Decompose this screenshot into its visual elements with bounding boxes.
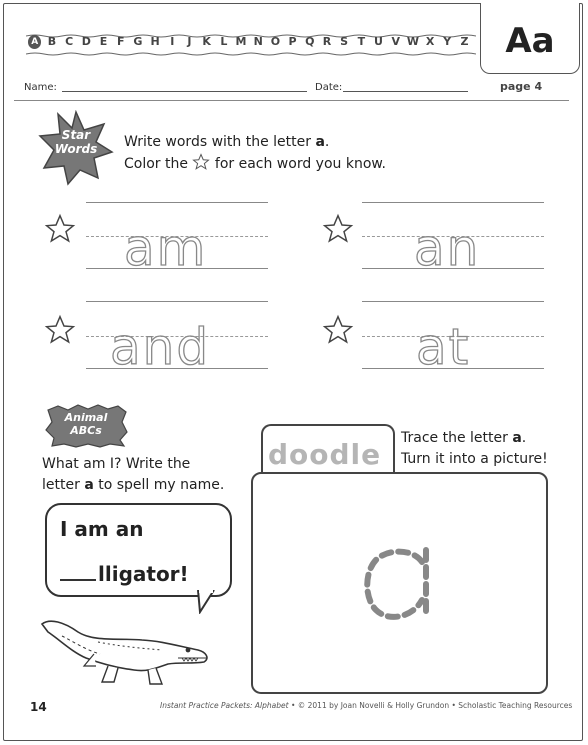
traced-word-an[interactable]: an [414,219,481,277]
date-line[interactable] [343,91,468,92]
bubble-line2: lligator! [60,561,189,586]
name-line[interactable] [62,91,307,92]
letter-tab [480,3,580,74]
alphabet-letter: B [47,35,57,48]
alphabet-strip [28,35,473,49]
traced-word-and[interactable]: and [110,318,211,376]
alphabet-letter: A [28,35,41,49]
animal-abcs-badge-text: Animal ABCs [64,411,108,437]
alphabet-letter: P [288,35,297,48]
alphabet-letter: V [391,35,400,48]
writing-line-top [362,301,544,302]
speech-bubble [45,503,232,597]
writing-line-top [362,202,544,203]
alphabet-letter: F [116,35,125,48]
footer-credit: Instant Practice Packets: Alphabet • © 2011 by Joan Novelli & Holly Grundon • Scholastic Teaching Resources [160,701,573,710]
alphabet-letter: T [357,35,366,48]
alphabet-letter: J [187,35,192,48]
alphabet-letter: R [322,35,332,48]
star-checkbox-icon[interactable] [322,314,354,346]
alphabet-letter: L [220,35,228,48]
letter-tab-label: Aa [505,21,555,61]
alphabet-letter: U [374,35,383,48]
star-checkbox-icon[interactable] [322,213,354,245]
alphabet-letter: K [202,35,211,48]
alphabet-letter: D [81,35,91,48]
star-checkbox-icon[interactable] [44,213,76,245]
alphabet-letter: Q [305,35,315,48]
letter-blank[interactable] [60,561,96,581]
page-label: page 4 [500,80,543,93]
alphabet-letter: C [65,35,74,48]
doodle-word: doodle [268,438,382,471]
alphabet-letter: E [99,35,108,48]
alphabet-letter: G [133,35,143,48]
alphabet-letter: Z [460,35,469,48]
bubble-line1: I am an [60,517,144,541]
star-words-instructions: Write words with the letter a. Color the for each word you know. [124,134,386,172]
traced-word-am[interactable]: am [124,219,208,277]
traced-letter-a-icon[interactable] [356,544,436,624]
writing-line-top [86,202,268,203]
star-words-badge-text: Star Words [54,128,98,156]
alphabet-letter: X [425,35,435,48]
star-outline-icon [192,153,210,171]
footer-page-number: 14 [30,700,47,714]
alphabet-letter: O [270,35,281,48]
alphabet-letter: M [235,35,247,48]
alphabet-letter: I [170,35,175,48]
traced-word-at[interactable]: at [416,318,471,376]
alphabet-letter: N [253,35,263,48]
alphabet-letter: S [340,35,349,48]
name-label: Name: [24,82,57,93]
alphabet-letter: H [150,35,160,48]
header-divider [14,100,569,101]
doodle-instructions: Trace the letter a. Turn it into a picture! [401,430,548,467]
date-label: Date: [315,82,343,93]
writing-line-top [86,301,268,302]
alphabet-letter: Y [443,35,452,48]
animal-abcs-instructions: What am I? Write the letter a to spell my name. [42,456,225,493]
star-checkbox-icon[interactable] [44,314,76,346]
alligator-icon [38,606,214,688]
alphabet-letter: W [406,35,419,48]
